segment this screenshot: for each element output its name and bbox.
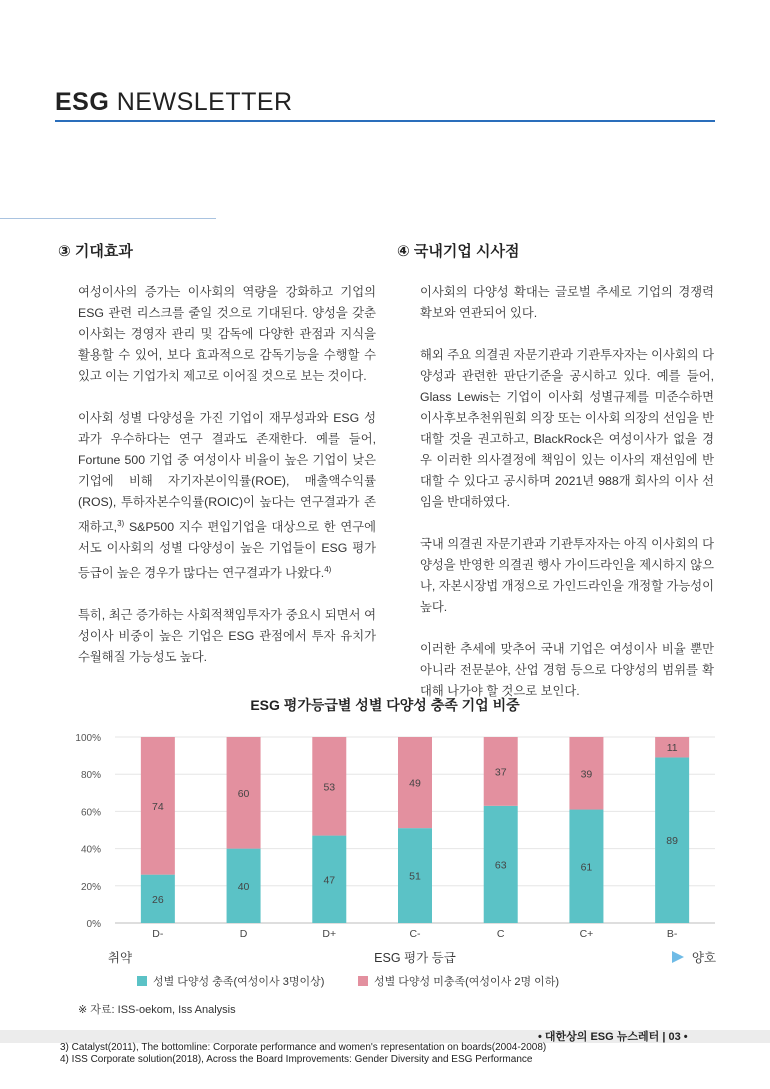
data-label: 11 (666, 742, 678, 755)
data-label: 39 (580, 768, 593, 781)
legend-label-met: 성별 다양성 충족(여성이사 3명이상) (153, 976, 325, 988)
x-axis-left-label: 취약 (107, 951, 133, 965)
chart-title: ESG 평가등급별 성별 다양성 충족 기업 비중 (250, 697, 520, 713)
left-paragraph-3: 특히, 최근 증가하는 사회적책임투자가 중요시 되면서 여성이사 비중이 높은 기업은 ESG 관점에서 투자 유치가 수월해질 가능성도 높다. (78, 608, 376, 665)
legend-swatch-met (137, 976, 147, 986)
x-tick-label: C (496, 928, 505, 940)
left-paragraph-2: 이사회 성별 다양성을 가진 기업이 재무성과와 ESG 성과가 우수하다는 연구 결과도 존재한다. 예를 들어, Fortune 500 기업 중 여성이사 비율이 높은 기업이 낮은 기업에 비해 자기자본이익률(ROE), 매출액수익률(ROS), 투하자본수익률(ROIC)이 높다는 연구결과가 존재하고,$^{3)}$ S&P500 지수 편입기업을 대상으로 한 연구에서도 이사회의 성별 다양성이 높은 기업들이 ESG 평가 등급이 높은 경우가 많다는 연구결과가 나왔다.$^{4)}$ (78, 411, 376, 581)
x-tick-label: C- (409, 928, 421, 940)
y-tick-label: 0% (86, 919, 101, 930)
data-label: 40 (237, 880, 250, 893)
data-label: 53 (323, 781, 336, 794)
legend-swatch-unmet (358, 976, 368, 986)
right-paragraph-3: 국내 의결권 자문기관과 기관투자자는 아직 이사회의 다양성을 반영한 의결권 행사 가이드라인을 제시하지 않으나, 자본시장법 개정으로 가인드라인을 개정할 가능성이 높다. (420, 537, 714, 614)
x-tick-label: B- (666, 928, 678, 940)
x-tick-label: D (239, 928, 248, 940)
y-tick-label: 80% (80, 770, 101, 782)
newsletter-title (55, 88, 293, 117)
right-section-heading: ④ 국내기업 시사점 (397, 243, 520, 260)
data-label: 61 (580, 861, 593, 874)
legend-label-unmet: 성별 다양성 미충족(여성이사 2명 이하) (374, 976, 560, 988)
data-label: 60 (237, 787, 250, 800)
axis-arrow-head (672, 951, 684, 963)
data-label: 89 (666, 835, 678, 848)
header-divider (55, 120, 715, 122)
chart-bars (141, 737, 689, 923)
right-paragraph-4: 이러한 추세에 맞추어 국내 기업은 여성이사 비율 뿐만 아니라 전문분야, 산업 경험 등으로 다양성의 범위를 확대해 나가야 할 것으로 보인다. (420, 642, 714, 698)
y-tick-label: 60% (80, 807, 101, 819)
data-label: 74 (152, 800, 164, 813)
data-label: 51 (409, 870, 421, 883)
data-label: 26 (152, 893, 164, 906)
right-paragraph-1: 이사회의 다양성 확대는 글로벌 추세로 기업의 경쟁력 확보와 연관되어 있다. (420, 285, 714, 320)
chart-x-ticks (152, 928, 678, 940)
data-label: 49 (409, 777, 421, 790)
footnote-4: 4) ISS Corporate solution(2018), Across the Board Improvements: Gender Diversity and ESG Performance (60, 1054, 533, 1065)
right-paragraph-2: 해외 주요 의결권 자문기관과 기관투자자는 이사회의 다양성과 관련한 판단기준을 공시하고 있다. 예를 들어, Glass Lewis는 기업이 이사회 성별규제를 미준수하면 이사후보추천위원회 의장 또는 이사회 의장의 선임을 반대할 것을 권고하고, BlackRock은 여성이사가 없을 경우 이러한 의사결정에 책임이 있는 이사의 재선임에 반대할 수 있다고 공시하며 2021년 988개 회사의 이사 선임을 반대하였다. (420, 348, 714, 509)
data-label: 37 (494, 766, 507, 779)
right-column (420, 282, 714, 702)
y-tick-label: 40% (80, 844, 101, 856)
stacked-bar-chart (0, 720, 770, 995)
footnote-3: 3) Catalyst(2011), The bottomline: Corporate performance and women's representation on boards(2004-2008) (60, 1042, 547, 1053)
y-tick-label: 100% (75, 733, 101, 744)
data-label: 63 (494, 859, 507, 872)
footnote-ref-4: 4) (324, 565, 332, 575)
page-number-label: • 대한상의 ESG 뉴스레터 | 03 • (538, 1031, 688, 1043)
source-note: ※ 자료: ISS-oekom, Iss Analysis (78, 1004, 236, 1016)
title-label: NEWSLETTER (116, 88, 293, 116)
section-divider (0, 218, 216, 219)
x-tick-label: D- (152, 928, 164, 940)
x-tick-label: D+ (322, 928, 337, 940)
x-axis-label: ESG 평가 등급 (374, 951, 456, 965)
left-section-heading: ③ 기대효과 (58, 243, 133, 260)
x-axis-right-label: 양호 (691, 951, 717, 965)
y-tick-label: 20% (80, 881, 101, 893)
data-label: 47 (323, 874, 336, 887)
left-column (78, 282, 376, 668)
brand-label: ESG (55, 88, 110, 116)
x-tick-label: C+ (579, 928, 594, 940)
footnote-ref-3: 3) (117, 519, 125, 528)
left-paragraph-1: 여성이사의 증가는 이사회의 역량을 강화하고 기업의 ESG 관련 리스크를 줄일 것으로 기대된다. 양성을 갖춘 이사회는 경영자 관리 및 감독에 다양한 관점과 지식을 활용할 수 있어, 보다 효과적으로 감독기능을 수행할 수 있고 이는 기업가치 제고로 이어질 것으로 보는 것이다. (78, 285, 376, 383)
